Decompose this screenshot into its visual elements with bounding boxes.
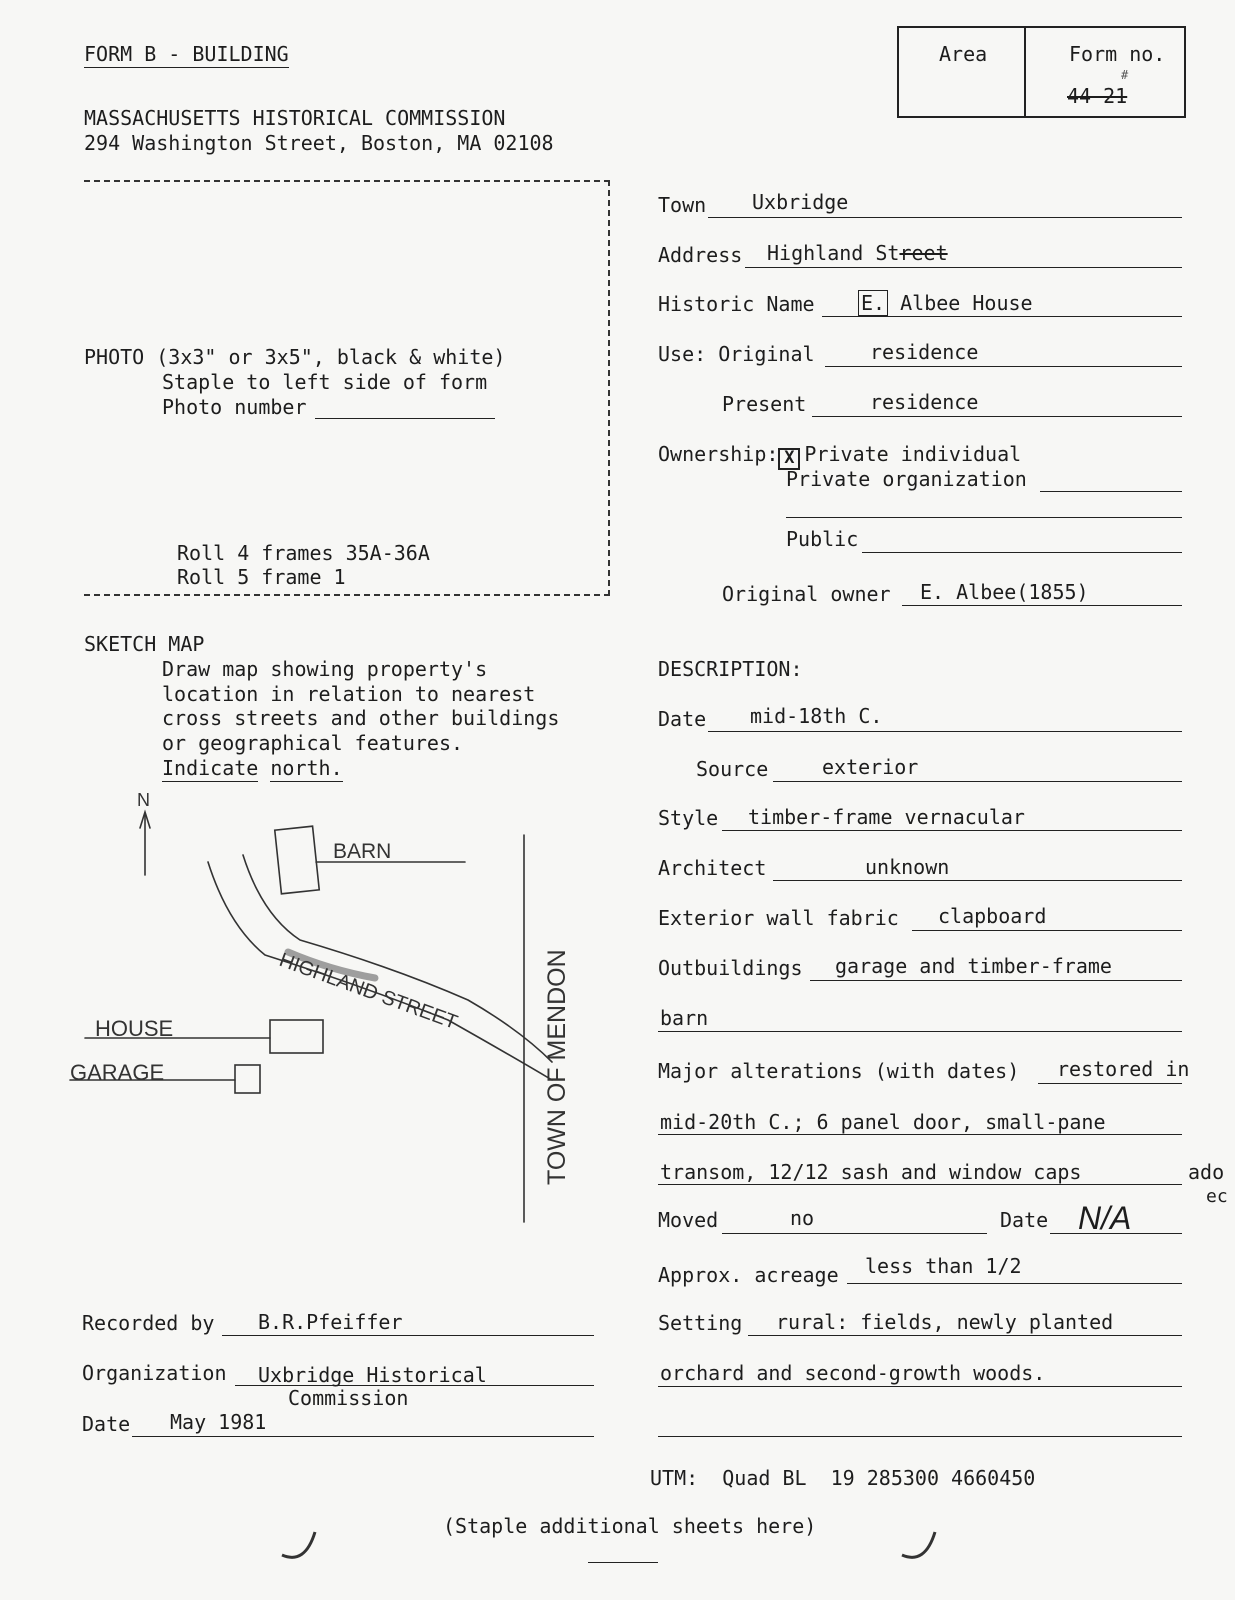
historic-name-label: Historic Name bbox=[658, 292, 815, 316]
architect-label: Architect bbox=[658, 856, 767, 880]
architect-value: unknown bbox=[865, 855, 950, 879]
indicate-word: Indicate bbox=[162, 756, 259, 780]
staple-mark-right bbox=[902, 1532, 935, 1557]
moved-label: Moved bbox=[658, 1208, 719, 1232]
outbuildings-value-1: garage and timber-frame bbox=[835, 954, 1112, 978]
staple-mark-left bbox=[282, 1532, 315, 1557]
address-label: Address bbox=[658, 243, 743, 267]
ownership-checkbox: X bbox=[778, 448, 800, 470]
original-owner-value: E. Albee(1855) bbox=[920, 580, 1089, 604]
alterations-cut-2: ec bbox=[1206, 1186, 1228, 1207]
setting-value-1: rural: fields, newly planted bbox=[776, 1310, 1114, 1334]
sketch-instructions-4: or geographical features. bbox=[162, 731, 464, 755]
description-heading: DESCRIPTION: bbox=[658, 657, 803, 681]
historic-name-value: E. Albee House bbox=[858, 291, 1033, 315]
setting-label: Setting bbox=[658, 1311, 743, 1335]
organization-value-1: Uxbridge Historical bbox=[258, 1363, 487, 1387]
recorded-date-value: May 1981 bbox=[170, 1410, 267, 1434]
outbuildings-label: Outbuildings bbox=[658, 956, 803, 980]
moved-date-label: Date bbox=[1000, 1208, 1049, 1232]
house-label: HOUSE bbox=[95, 1016, 174, 1041]
form-title: FORM B - BUILDING bbox=[84, 42, 289, 66]
historic-name-initial: E. bbox=[858, 290, 888, 316]
form-no-label: Form no. bbox=[1069, 42, 1166, 66]
address-value: Highland Street bbox=[767, 241, 948, 265]
organization-value-2: Commission bbox=[288, 1386, 409, 1410]
acreage-label: Approx. acreage bbox=[658, 1263, 839, 1287]
outbuildings-value-2: barn bbox=[660, 1006, 709, 1030]
alterations-label: Major alterations (with dates) bbox=[658, 1059, 1020, 1083]
sketch-map-heading: SKETCH MAP bbox=[84, 632, 205, 656]
garage-label: GARAGE bbox=[70, 1060, 165, 1085]
photo-instructions-1: PHOTO (3x3" or 3x5", black & white) bbox=[84, 345, 506, 369]
acreage-value: less than 1/2 bbox=[865, 1254, 1022, 1278]
recorded-date-label: Date bbox=[82, 1412, 131, 1436]
town-value: Uxbridge bbox=[752, 190, 849, 214]
ownership-public-label: Public bbox=[786, 527, 859, 551]
roll-note-2: Roll 5 frame 1 bbox=[177, 565, 346, 589]
wall-fabric-value: clapboard bbox=[938, 904, 1047, 928]
alterations-cut-1: ado bbox=[1188, 1160, 1225, 1184]
north-word: north. bbox=[270, 756, 343, 780]
style-value: timber-frame vernacular bbox=[748, 805, 1025, 829]
ownership-org-label: Private organization bbox=[786, 467, 1027, 491]
sketch-instructions-3: cross streets and other buildings bbox=[162, 706, 560, 730]
utm-reference: UTM: Quad BL 19 285300 4660450 bbox=[650, 1466, 1036, 1490]
source-value: exterior bbox=[822, 755, 919, 779]
sketch-instructions-2: location in relation to nearest bbox=[162, 682, 536, 706]
use-original-value: residence bbox=[870, 340, 979, 364]
use-present-label: Present bbox=[722, 392, 807, 416]
wall-fabric-label: Exterior wall fabric bbox=[658, 906, 899, 930]
source-label: Source bbox=[696, 757, 769, 781]
street-label: HIGHLAND STREET bbox=[276, 949, 461, 1034]
sketch-instructions-1: Draw map showing property's bbox=[162, 657, 488, 681]
ownership-private: Private individual bbox=[804, 442, 1022, 466]
alterations-value-1: restored in bbox=[1057, 1057, 1190, 1081]
town-label: Town bbox=[658, 193, 707, 217]
setting-value-2: orchard and second-growth woods. bbox=[660, 1361, 1046, 1385]
alterations-value-3: transom, 12/12 sash and window caps bbox=[660, 1160, 1082, 1184]
staple-note: (Staple additional sheets here) bbox=[443, 1514, 817, 1538]
form-no-mark: # bbox=[1121, 68, 1129, 82]
ownership-label: Ownership: bbox=[658, 442, 779, 466]
recorded-by-value: B.R.Pfeiffer bbox=[258, 1310, 403, 1334]
town-label: TOWN OF MENDON bbox=[543, 949, 571, 1185]
style-label: Style bbox=[658, 806, 719, 830]
photo-number-label: Photo number bbox=[162, 395, 307, 419]
area-label: Area bbox=[939, 42, 988, 66]
date-value: mid-18th C. bbox=[750, 704, 883, 728]
roll-note-1: Roll 4 frames 35A-36A bbox=[177, 541, 430, 565]
barn-label: BARN bbox=[333, 840, 392, 863]
moved-date-value: N/A bbox=[1078, 1200, 1132, 1236]
form-no-value: 44-21 bbox=[1067, 84, 1128, 108]
original-owner-label: Original owner bbox=[722, 582, 891, 606]
use-original-label: Use: Original bbox=[658, 342, 815, 366]
use-present-value: residence bbox=[870, 390, 979, 414]
commission-name: MASSACHUSETTS HISTORICAL COMMISSION bbox=[84, 106, 506, 130]
moved-value: no bbox=[790, 1206, 815, 1230]
recorded-by-label: Recorded by bbox=[82, 1311, 215, 1335]
alterations-value-2: mid-20th C.; 6 panel door, small-pane bbox=[660, 1110, 1106, 1134]
commission-address: 294 Washington Street, Boston, MA 02108 bbox=[84, 131, 554, 155]
organization-label: Organization bbox=[82, 1361, 227, 1385]
date-label: Date bbox=[658, 707, 707, 731]
north-label: N bbox=[137, 790, 150, 810]
photo-instructions-2: Staple to left side of form bbox=[162, 370, 488, 394]
